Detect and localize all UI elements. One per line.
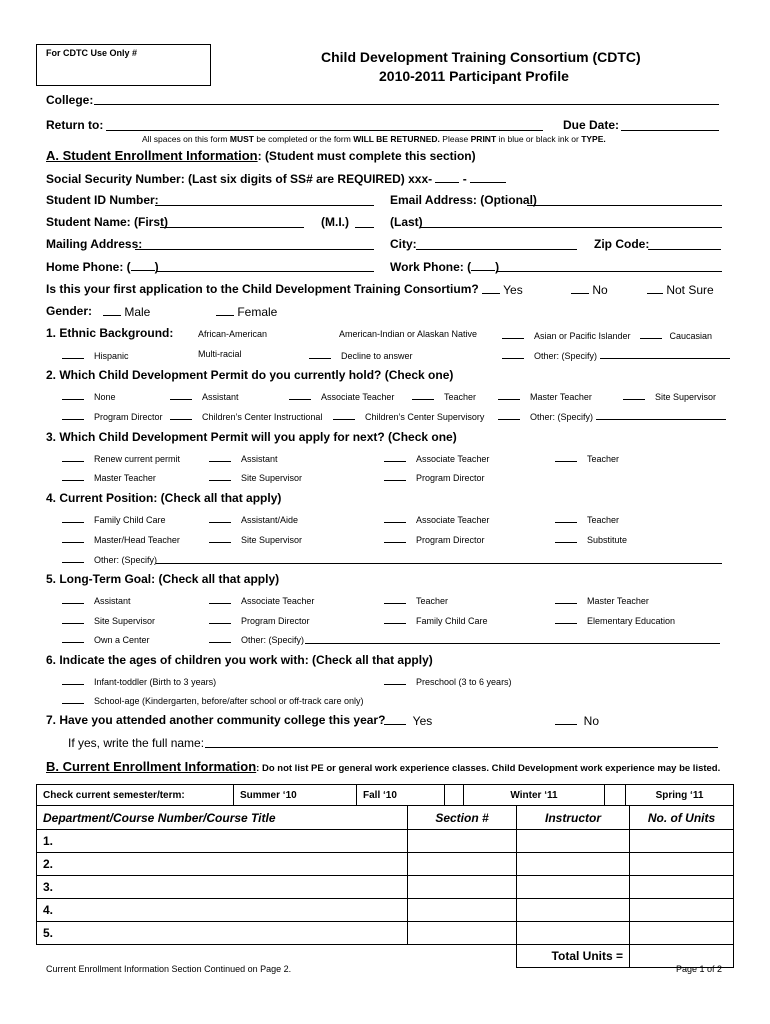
section-cell[interactable]: [408, 899, 517, 922]
q1-multiracial[interactable]: Multi-racial: [198, 349, 242, 359]
q4-title: 4. Current Position: (Check all that apply): [46, 491, 282, 505]
first-app-yes[interactable]: Yes: [482, 282, 523, 297]
mailing-label: Mailing Address:: [46, 237, 143, 251]
section-cell[interactable]: [408, 876, 517, 899]
gender-label: Gender:: [46, 304, 93, 318]
q5-associate-teacher[interactable]: Associate Teacher: [209, 594, 314, 606]
email-field[interactable]: [527, 205, 722, 206]
q6-school-age[interactable]: School-age (Kindergarten, before/after school or off-track care only): [62, 694, 364, 706]
office-use-box[interactable]: [36, 44, 211, 86]
q6-infant-toddler[interactable]: Infant-toddler (Birth to 3 years): [62, 675, 216, 687]
last-name-label: (Last): [390, 215, 423, 229]
work-phone-area[interactable]: [471, 259, 495, 271]
q7-title: 7. Have you attended another community college this year?: [46, 713, 386, 727]
section-a-heading: A. Student Enrollment Information: (Student must complete this section): [46, 148, 476, 163]
q7-yes[interactable]: Yes: [384, 713, 432, 728]
section-cell[interactable]: [408, 922, 517, 945]
q3-associate-teacher[interactable]: Associate Teacher: [384, 452, 489, 464]
col-units: No. of Units: [630, 806, 734, 830]
last-name-field[interactable]: [420, 227, 722, 228]
q5-family-child-care[interactable]: Family Child Care: [384, 614, 488, 626]
student-id-label: Student ID Number:: [46, 193, 159, 207]
q4-assistant-aide[interactable]: Assistant/Aide: [209, 513, 298, 525]
q7-full-name-label: If yes, write the full name:: [68, 736, 205, 750]
q2-none[interactable]: None: [62, 390, 116, 402]
enrollment-table: [36, 784, 734, 806]
col-instructor: Instructor: [517, 806, 630, 830]
first-app-not-sure[interactable]: Not Sure: [647, 282, 714, 297]
row-number: 4.: [37, 899, 408, 922]
q5-title: 5. Long-Term Goal: (Check all that apply): [46, 572, 280, 586]
office-use-label: For CDTC Use Only #: [46, 48, 138, 58]
work-phone-row: Work Phone: ( ): [390, 260, 500, 274]
semester-summer[interactable]: Summer ‘10: [234, 785, 357, 806]
q4-teacher[interactable]: Teacher: [555, 513, 619, 525]
college-field[interactable]: [94, 104, 719, 105]
q2-associate-teacher[interactable]: Associate Teacher: [289, 390, 394, 402]
first-name-label: Student Name: (First): [46, 215, 169, 229]
q1-other[interactable]: Other: (Specify): [502, 349, 730, 361]
q4-family-child-care[interactable]: Family Child Care: [62, 513, 166, 525]
semester-fall-check[interactable]: [445, 785, 464, 806]
ssn-field-1[interactable]: [435, 171, 459, 183]
q1-decline[interactable]: Decline to answer: [309, 349, 413, 361]
q5-other-field[interactable]: [305, 643, 720, 644]
instructor-cell[interactable]: [517, 853, 630, 876]
gender-female[interactable]: Female: [216, 304, 277, 319]
q6-preschool[interactable]: Preschool (3 to 6 years): [384, 675, 512, 687]
q7-full-name-field[interactable]: [205, 747, 718, 748]
semester-winter-check[interactable]: [605, 785, 626, 806]
ssn-field-2[interactable]: [470, 171, 506, 183]
table-row[interactable]: [37, 922, 734, 945]
mi-label: (M.I.): [321, 215, 349, 229]
q1-caucasian[interactable]: Caucasian: [640, 329, 712, 341]
units-cell[interactable]: [630, 853, 734, 876]
q2-childrens-supervisory[interactable]: Children’s Center Supervisory: [333, 410, 484, 422]
table-row[interactable]: [37, 899, 734, 922]
mailing-field[interactable]: [135, 249, 374, 250]
q1-american-indian[interactable]: American-Indian or Alaskan Native: [339, 329, 478, 339]
q2-childrens-instructional[interactable]: Children’s Center Instructional: [170, 410, 322, 422]
q5-other[interactable]: Other: (Specify): [209, 633, 304, 645]
col-section: Section #: [408, 806, 517, 830]
row-number: 5.: [37, 922, 408, 945]
total-units-label: Total Units =: [517, 945, 630, 968]
q4-substitute[interactable]: Substitute: [555, 533, 627, 545]
semester-winter[interactable]: Winter ‘11: [464, 785, 605, 806]
q5-assistant[interactable]: Assistant: [62, 594, 131, 606]
form-subtitle: 2010-2011 Participant Profile: [379, 68, 569, 84]
semester-fall[interactable]: Fall ‘10: [357, 785, 445, 806]
q3-assistant[interactable]: Assistant: [209, 452, 278, 464]
due-date-field[interactable]: [621, 130, 719, 131]
section-cell[interactable]: [408, 853, 517, 876]
q3-teacher[interactable]: Teacher: [555, 452, 619, 464]
q1-hispanic[interactable]: Hispanic: [62, 349, 129, 361]
q2-program-director[interactable]: Program Director: [62, 410, 163, 422]
college-label: College:: [46, 93, 94, 107]
q7-no[interactable]: No: [555, 713, 599, 728]
student-id-field[interactable]: [155, 205, 374, 206]
q5-teacher[interactable]: Teacher: [384, 594, 448, 606]
q6-title: 6. Indicate the ages of children you work with: (Check all that apply): [46, 653, 433, 667]
footer-page: Page 1 of 2: [676, 964, 723, 974]
q3-title: 3. Which Child Development Permit will you apply for next? (Check one): [46, 430, 457, 444]
q3-master-teacher[interactable]: Master Teacher: [62, 471, 156, 483]
instructions: All spaces on this form MUST be completed or the form WILL BE RETURNED. Please PRINT in blue or black ink or TYPE.: [142, 134, 606, 144]
home-phone-field[interactable]: [156, 271, 374, 272]
instructor-cell[interactable]: [517, 830, 630, 853]
check-semester-label: Check current semester/term:: [37, 785, 234, 806]
first-name-field[interactable]: [160, 227, 304, 228]
units-cell[interactable]: [630, 899, 734, 922]
units-cell[interactable]: [630, 830, 734, 853]
q5-site-supervisor[interactable]: Site Supervisor: [62, 614, 155, 626]
return-to-label: Return to:: [46, 118, 104, 132]
q2-site-supervisor[interactable]: Site Supervisor: [623, 390, 716, 402]
gender-male[interactable]: Male: [103, 304, 150, 319]
zip-label: Zip Code:: [594, 237, 650, 251]
q4-program-director[interactable]: Program Director: [384, 533, 485, 545]
q3-renew[interactable]: Renew current permit: [62, 452, 180, 464]
instructor-cell[interactable]: [517, 899, 630, 922]
units-cell[interactable]: [630, 876, 734, 899]
units-cell[interactable]: [630, 922, 734, 945]
instructor-cell[interactable]: [517, 876, 630, 899]
row-number: 2.: [37, 853, 408, 876]
city-label: City:: [390, 237, 417, 251]
q2-assistant[interactable]: Assistant: [170, 390, 239, 402]
ssn-row: Social Security Number: (Last six digits of SS# are REQUIRED) xxx- -: [46, 171, 506, 186]
q5-program-director[interactable]: Program Director: [209, 614, 310, 626]
city-field[interactable]: [416, 249, 577, 250]
section-b-heading: B. Current Enrollment Information: Do not list PE or general work experience classes. Child Development work experience may be listed.: [46, 759, 721, 774]
q3-program-director[interactable]: Program Director: [384, 471, 485, 483]
q4-other-field[interactable]: [156, 563, 722, 564]
zip-field[interactable]: [648, 249, 721, 250]
q2-teacher[interactable]: Teacher: [412, 390, 476, 402]
table-row[interactable]: [37, 830, 734, 853]
email-label: Email Address: (Optional): [390, 193, 537, 207]
return-to-field[interactable]: [106, 130, 543, 131]
semester-spring[interactable]: Spring ‘11: [626, 785, 734, 806]
q1-african-american[interactable]: African-American: [198, 329, 268, 339]
first-app-question: Is this your first application to the Child Development Training Consortium?: [46, 282, 479, 296]
instructor-cell[interactable]: [517, 922, 630, 945]
table-row[interactable]: [37, 853, 734, 876]
q2-master-teacher[interactable]: Master Teacher: [498, 390, 592, 402]
col-course: Department/Course Number/Course Title: [37, 806, 408, 830]
q4-master-head-teacher[interactable]: Master/Head Teacher: [62, 533, 180, 545]
q4-site-supervisor[interactable]: Site Supervisor: [209, 533, 302, 545]
q5-elementary-education[interactable]: Elementary Education: [555, 614, 675, 626]
row-number: 1.: [37, 830, 408, 853]
due-date-label: Due Date:: [563, 118, 620, 132]
q5-master-teacher[interactable]: Master Teacher: [555, 594, 649, 606]
q1-asian[interactable]: Asian or Pacific Islander: [502, 329, 631, 341]
home-phone-row: Home Phone: ( ): [46, 260, 159, 274]
footer-continued: Current Enrollment Information Section Continued on Page 2.: [46, 964, 292, 974]
work-phone-field[interactable]: [496, 271, 722, 272]
form-title: Child Development Training Consortium (CDTC): [321, 49, 641, 65]
course-table: [36, 805, 734, 968]
q2-other[interactable]: Other: (Specify): [498, 410, 726, 422]
q4-associate-teacher[interactable]: Associate Teacher: [384, 513, 489, 525]
table-row[interactable]: [37, 876, 734, 899]
q3-site-supervisor[interactable]: Site Supervisor: [209, 471, 302, 483]
q2-title: 2. Which Child Development Permit do you currently hold? (Check one): [46, 368, 454, 382]
q4-other[interactable]: Other: (Specify): [62, 553, 157, 565]
home-phone-area[interactable]: [131, 259, 155, 271]
mi-field[interactable]: [355, 227, 374, 228]
section-cell[interactable]: [408, 830, 517, 853]
q5-own-center[interactable]: Own a Center: [62, 633, 150, 645]
first-app-no[interactable]: No: [571, 282, 608, 297]
row-number: 3.: [37, 876, 408, 899]
q1-title: 1. Ethnic Background:: [46, 326, 174, 340]
